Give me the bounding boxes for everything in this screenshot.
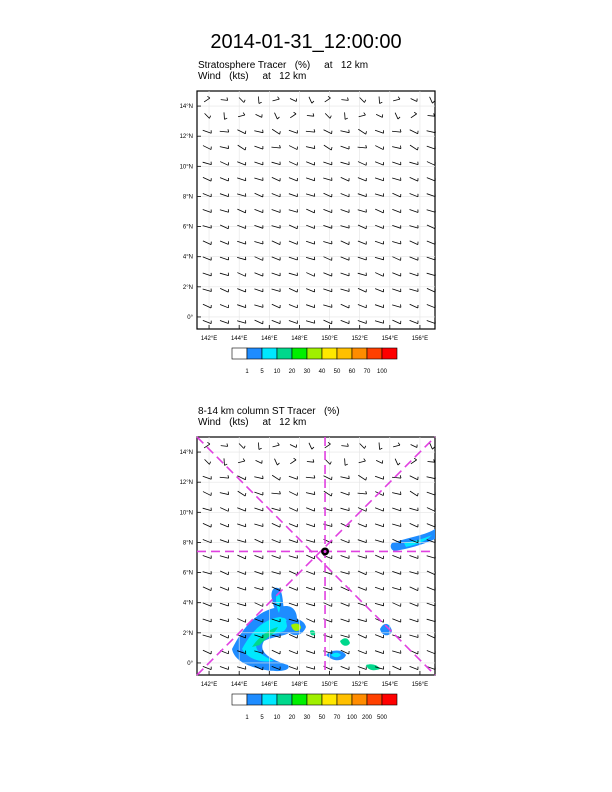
- colorbar-box: [382, 694, 397, 705]
- lat-label: 6°N: [182, 570, 193, 577]
- colorbar-box: [367, 348, 382, 359]
- colorbar-box: [292, 694, 307, 705]
- lon-label: 142°E: [200, 682, 218, 688]
- lon-label: 146°E: [261, 682, 278, 688]
- colorbar-box: [277, 348, 292, 359]
- colorbar-box: [337, 694, 352, 705]
- page-title: 2014-01-31_12:00:00: [210, 31, 402, 53]
- colorbar-label: 1: [245, 715, 249, 721]
- lat-label: 14°N: [179, 104, 193, 111]
- panel2-subtitle-column: 8-14 km column ST Tracer (%): [198, 406, 340, 417]
- colorbar-box: [277, 694, 292, 705]
- lon-label: 152°E: [351, 682, 368, 688]
- lat-label: 4°N: [182, 254, 193, 261]
- lat-label: 10°N: [179, 164, 193, 171]
- lon-label: 154°E: [381, 682, 399, 688]
- lat-label: 8°N: [182, 540, 193, 547]
- lon-label: 156°E: [411, 682, 429, 688]
- colorbar-box: [247, 694, 262, 705]
- colorbar-box: [232, 348, 247, 359]
- lat-label: 12°N: [179, 480, 193, 487]
- colorbar-label: 5: [260, 715, 264, 721]
- lon-label: 154°E: [381, 336, 399, 342]
- colorbar-label: 100: [346, 715, 358, 721]
- colorbar-label: 20: [288, 715, 296, 721]
- lat-label: 8°N: [182, 194, 193, 201]
- lon-label: 150°E: [321, 682, 338, 688]
- colorbar-box: [352, 348, 367, 359]
- lat-label: 0°: [187, 314, 193, 321]
- colorbar-label: 40: [318, 369, 326, 375]
- colorbar-box: [352, 694, 367, 705]
- colorbar-label: 30: [303, 715, 311, 721]
- colorbar-label: 70: [363, 369, 371, 375]
- colorbar-label: 100: [376, 369, 388, 375]
- panel1-map: [160, 85, 460, 385]
- panel2-map: [160, 431, 460, 731]
- colorbar-label: 30: [303, 369, 311, 375]
- panel1-subtitle-wind: Wind (kts) at 12 km: [198, 71, 307, 82]
- lat-label: 0°: [187, 660, 193, 667]
- panel2-subtitle-wind: Wind (kts) at 12 km: [198, 417, 307, 428]
- lon-label: 146°E: [261, 336, 278, 342]
- lat-label: 10°N: [179, 510, 193, 517]
- colorbar-label: 5: [260, 369, 264, 375]
- colorbar-label: 20: [288, 369, 296, 375]
- lon-label: 150°E: [321, 336, 338, 342]
- lat-label: 6°N: [182, 224, 193, 231]
- lon-label: 156°E: [411, 336, 429, 342]
- colorbar-box: [232, 694, 247, 705]
- crosshair-center-dot: [324, 550, 327, 553]
- panel1-subtitle-tracer: Stratosphere Tracer (%) at 12 km: [198, 60, 369, 71]
- lat-label: 12°N: [179, 134, 193, 141]
- colorbar-label: 60: [348, 369, 356, 375]
- colorbar-box: [307, 348, 322, 359]
- colorbar-box: [292, 348, 307, 359]
- panel1-colorbar: [225, 346, 405, 378]
- lon-label: 152°E: [351, 336, 368, 342]
- colorbar-box: [262, 694, 277, 705]
- lat-label: 2°N: [182, 284, 193, 291]
- colorbar-box: [262, 348, 277, 359]
- colorbar-label: 70: [333, 715, 341, 721]
- colorbar-label: 50: [318, 715, 326, 721]
- colorbar-label: 200: [361, 715, 373, 721]
- colorbar-label: 500: [376, 715, 388, 721]
- panel1-map-frame: [197, 91, 435, 329]
- colorbar-box: [382, 348, 397, 359]
- colorbar-label: 10: [273, 715, 281, 721]
- colorbar-box: [322, 348, 337, 359]
- colorbar-box: [322, 694, 337, 705]
- lon-label: 142°E: [200, 336, 218, 342]
- lat-label: 2°N: [182, 630, 193, 637]
- lon-label: 144°E: [230, 336, 248, 342]
- colorbar-box: [247, 348, 262, 359]
- colorbar-label: 50: [333, 369, 341, 375]
- colorbar-label: 10: [273, 369, 281, 375]
- lat-label: 14°N: [179, 450, 193, 457]
- lon-label: 144°E: [230, 682, 248, 688]
- colorbar-box: [337, 348, 352, 359]
- lat-label: 4°N: [182, 600, 193, 607]
- lon-label: 148°E: [291, 336, 308, 342]
- colorbar-box: [367, 694, 382, 705]
- colorbar-box: [307, 694, 322, 705]
- panel2-colorbar: [225, 692, 405, 724]
- colorbar-label: 1: [245, 369, 249, 375]
- lon-label: 148°E: [291, 682, 308, 688]
